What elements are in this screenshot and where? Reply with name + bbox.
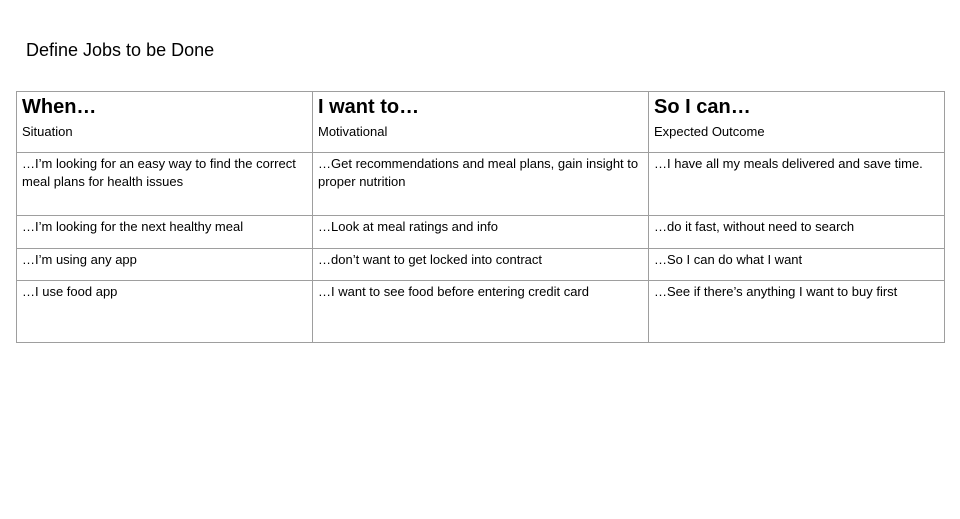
column-heading: So I can…	[654, 96, 751, 118]
table-row	[17, 216, 945, 249]
table-row	[17, 153, 945, 216]
cell-situation: …I’m looking for the next healthy meal	[17, 216, 313, 249]
cell-outcome: …See if there’s anything I want to buy first	[649, 281, 945, 343]
cell-outcome: …So I can do what I want	[649, 249, 945, 281]
column-subheading: Motivational	[318, 124, 388, 139]
column-header-so-i-can	[649, 92, 945, 153]
table-row	[17, 249, 945, 281]
column-header-i-want-to	[313, 92, 649, 153]
table-header-row	[17, 92, 945, 153]
table-row	[17, 281, 945, 343]
cell-outcome: …I have all my meals delivered and save time.	[649, 153, 945, 216]
cell-motivation: …don’t want to get locked into contract	[313, 249, 649, 281]
column-heading: I want to…	[318, 96, 420, 118]
column-subheading: Situation	[22, 124, 73, 139]
cell-situation: …I’m using any app	[17, 249, 313, 281]
jobs-to-be-done-table	[16, 91, 945, 343]
page-title: Define Jobs to be Done	[26, 40, 215, 60]
column-header-when	[17, 92, 313, 153]
cell-motivation: …Look at meal ratings and info	[313, 216, 649, 249]
column-subheading: Expected Outcome	[654, 124, 765, 139]
cell-situation: …I use food app	[17, 281, 313, 343]
cell-motivation: …Get recommendations and meal plans, gain insight to proper nutrition	[313, 153, 649, 216]
column-heading: When…	[22, 96, 97, 118]
cell-outcome: …do it fast, without need to search	[649, 216, 945, 249]
cell-motivation: …I want to see food before entering credit card	[313, 281, 649, 343]
cell-situation: …I’m looking for an easy way to find the correct meal plans for health issues	[17, 153, 313, 216]
